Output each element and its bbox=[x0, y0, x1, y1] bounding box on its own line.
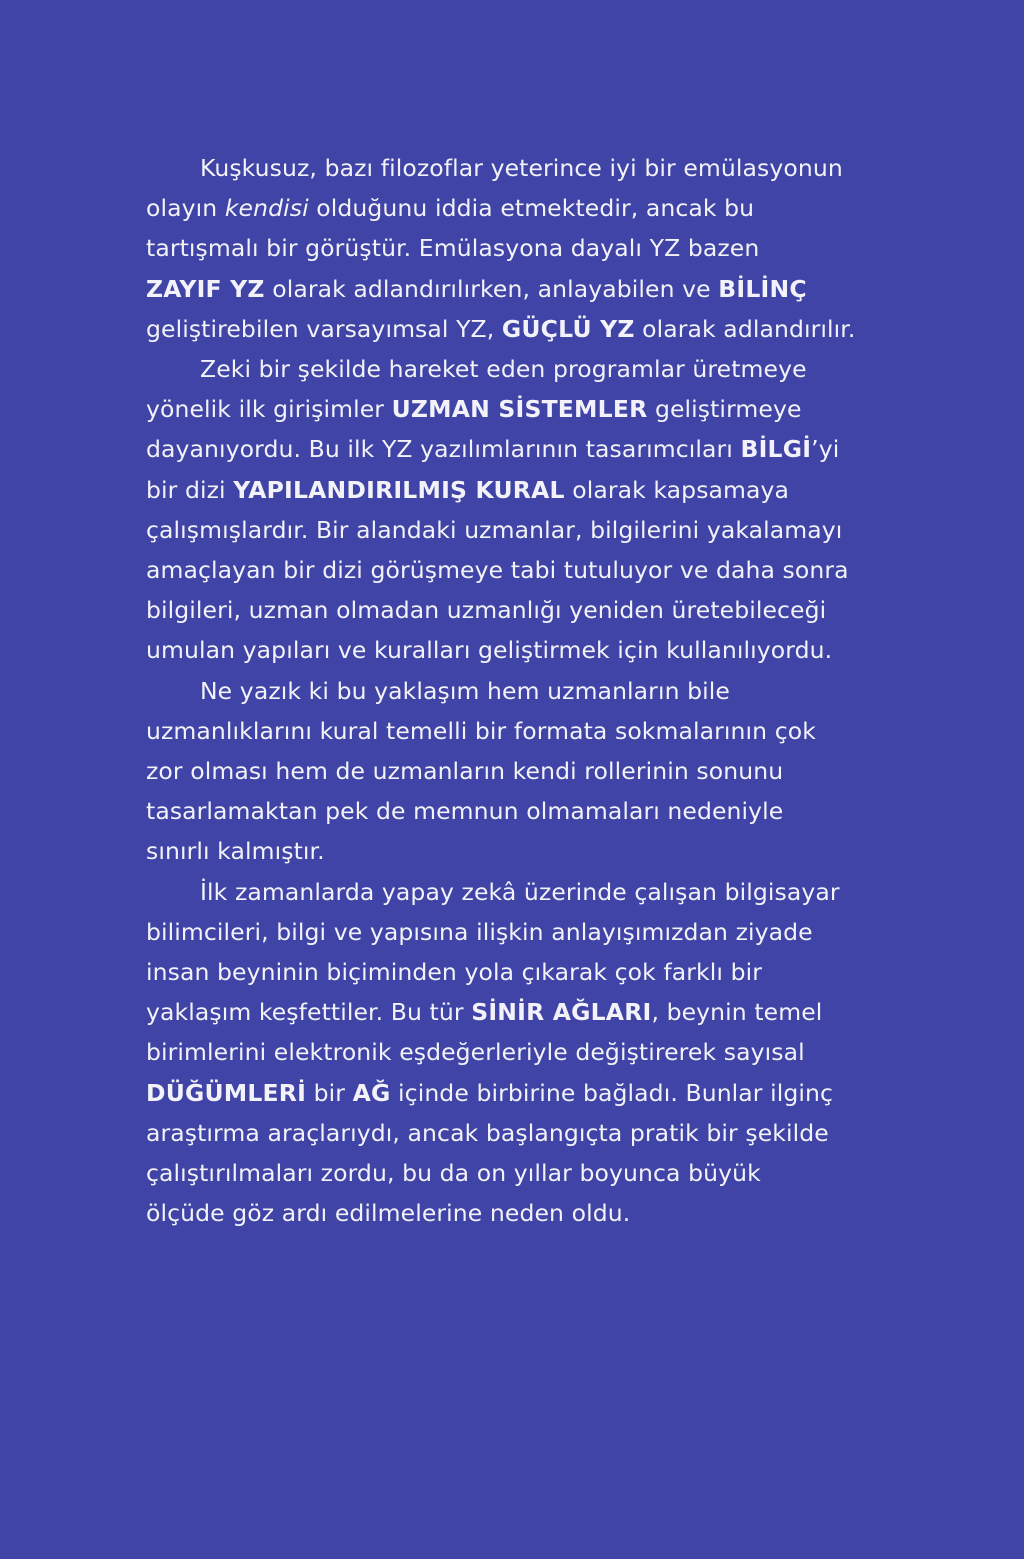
paragraph bbox=[146, 148, 896, 349]
text-run: , beynin temel bbox=[651, 998, 823, 1027]
text-run: olarak adlandırılır. bbox=[634, 314, 856, 343]
text-run: dayanıyordu. Bu ilk YZ yazılımlarının tasarımcıları bbox=[146, 435, 741, 464]
text-line bbox=[146, 630, 896, 670]
text-line bbox=[146, 791, 896, 831]
key-term: YAPILANDIRILMIŞ KURAL bbox=[233, 475, 565, 504]
text-run: olduğunu iddia etmektedir, ancak bu bbox=[308, 194, 755, 223]
text-run: içinde birbirine bağladı. Bunlar ilginç bbox=[390, 1078, 834, 1107]
emphasis-text: kendisi bbox=[224, 194, 309, 223]
text-run: olarak kapsamaya bbox=[564, 475, 790, 504]
text-run: amaçlayan bir dizi görüşmeye tabi tutuluyor ve daha sonra bbox=[146, 556, 849, 585]
text-run: Zeki bir şekilde hareket eden programlar üretmeye bbox=[200, 355, 807, 384]
key-term: AĞ bbox=[352, 1078, 391, 1107]
text-run: ’yi bbox=[811, 435, 840, 464]
text-run: tasarlamaktan pek de memnun olmamaları nedeniyle bbox=[146, 797, 784, 826]
text-line bbox=[146, 510, 896, 550]
text-run: tartışmalı bir görüştür. Emülasyona dayalı YZ bazen bbox=[146, 234, 760, 263]
text-run: geliştirmeye bbox=[647, 395, 802, 424]
paragraph bbox=[146, 671, 896, 872]
text-line bbox=[146, 1032, 896, 1072]
text-line bbox=[146, 831, 896, 871]
text-line bbox=[146, 952, 896, 992]
text-run: ölçüde göz ardı edilmelerine neden oldu. bbox=[146, 1199, 631, 1228]
text-run: yaklaşım keşfettiler. Bu tür bbox=[146, 998, 472, 1027]
text-run: İlk zamanlarda yapay zekâ üzerinde çalışan bilgisayar bbox=[200, 877, 840, 906]
text-line bbox=[146, 1153, 896, 1193]
page-body bbox=[146, 148, 896, 1233]
text-run: Kuşkusuz, bazı filozoflar yeterince iyi bir emülasyonun bbox=[200, 154, 843, 182]
text-run: sınırlı kalmıştır. bbox=[146, 837, 325, 866]
text-line bbox=[146, 550, 896, 590]
paragraph bbox=[146, 349, 896, 671]
text-run: umulan yapıları ve kuralları geliştirmek için kullanılıyordu. bbox=[146, 636, 833, 665]
key-term: UZMAN SİSTEMLER bbox=[391, 395, 648, 424]
text-line bbox=[146, 309, 896, 349]
key-term: DÜĞÜMLERİ bbox=[146, 1078, 307, 1107]
key-term: ZAYIF YZ bbox=[146, 274, 265, 303]
text-run: araştırma araçlarıydı, ancak başlangıçta pratik bir şekilde bbox=[146, 1118, 829, 1147]
text-run: bir bbox=[306, 1078, 353, 1107]
paragraph-first-line bbox=[146, 671, 896, 711]
body-text bbox=[146, 148, 896, 1233]
text-line bbox=[146, 751, 896, 791]
text-run: Ne yazık ki bu yaklaşım hem uzmanların bile bbox=[200, 676, 730, 705]
text-line bbox=[146, 912, 896, 952]
paragraph-first-line bbox=[146, 148, 896, 188]
text-run: yönelik ilk girişimler bbox=[146, 395, 392, 424]
text-line bbox=[146, 1073, 896, 1113]
paragraph-first-line bbox=[146, 872, 896, 912]
text-line bbox=[146, 1193, 896, 1233]
key-term: BİLGİ bbox=[740, 435, 812, 464]
text-line bbox=[146, 711, 896, 751]
text-run: zor olması hem de uzmanların kendi rollerinin sonunu bbox=[146, 757, 784, 786]
text-run: çalışmışlardır. Bir alandaki uzmanlar, bilgilerini yakalamayı bbox=[146, 515, 843, 544]
text-line bbox=[146, 1113, 896, 1153]
text-line bbox=[146, 470, 896, 510]
text-run: çalıştırılmaları zordu, bu da on yıllar boyunca büyük bbox=[146, 1159, 761, 1188]
key-term: BİLİNÇ bbox=[718, 274, 807, 303]
text-run: olayın bbox=[146, 194, 225, 223]
text-line bbox=[146, 228, 896, 268]
text-run: bir dizi bbox=[146, 475, 234, 504]
text-run: birimlerini elektronik eşdeğerleriyle değiştirerek sayısal bbox=[146, 1038, 805, 1067]
text-run: geliştirebilen varsayımsal YZ, bbox=[146, 314, 502, 343]
text-run: uzmanlıklarını kural temelli bir formata sokmalarının çok bbox=[146, 716, 816, 745]
key-term: SİNİR AĞLARI bbox=[471, 998, 652, 1027]
text-line bbox=[146, 590, 896, 630]
text-line bbox=[146, 992, 896, 1032]
paragraph-first-line bbox=[146, 349, 896, 389]
text-line bbox=[146, 188, 896, 228]
text-run: insan beyninin biçiminden yola çıkarak çok farklı bir bbox=[146, 958, 763, 987]
text-run: olarak adlandırılırken, anlayabilen ve bbox=[264, 274, 719, 303]
text-line bbox=[146, 389, 896, 429]
paragraph bbox=[146, 872, 896, 1234]
key-term: GÜÇLÜ YZ bbox=[501, 314, 635, 343]
text-run: bilimcileri, bilgi ve yapısına ilişkin anlayışımızdan ziyade bbox=[146, 917, 813, 946]
text-line bbox=[146, 269, 896, 309]
text-run: bilgileri, uzman olmadan uzmanlığı yeniden üretebileceği bbox=[146, 596, 827, 625]
text-line bbox=[146, 429, 896, 469]
